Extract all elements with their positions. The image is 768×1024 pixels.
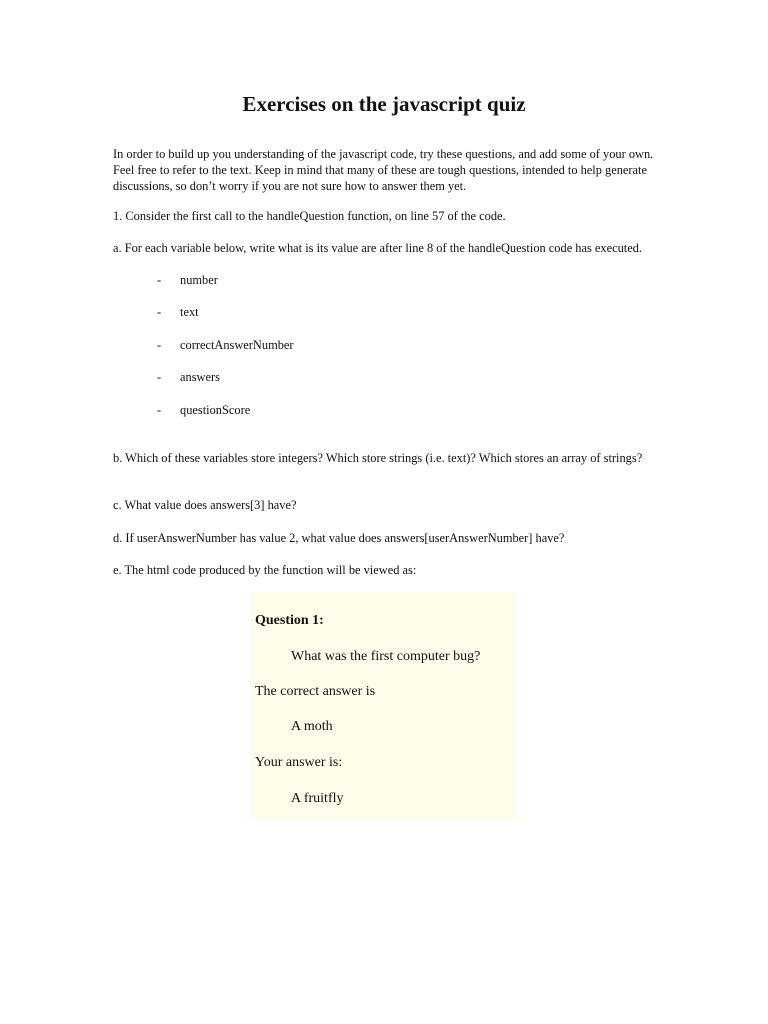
intro-paragraph: In order to build up you understanding of the javascript code, try these questions, and add some of your own. Feel free to refer to the text. Keep in mind that many of these are tough questions, intended to help generate discussions, so don’t worry if you are not sure how to answer them yet. bbox=[113, 147, 654, 193]
variable-name: text bbox=[180, 305, 199, 320]
page-title: Exercises on the javascript quiz bbox=[242, 92, 526, 116]
variable-name: questionScore bbox=[180, 402, 251, 417]
preview-correct-value: A moth bbox=[291, 719, 333, 734]
list-item bbox=[157, 402, 294, 434]
list-dash: - bbox=[157, 273, 162, 287]
list-dash: - bbox=[157, 337, 162, 352]
question-part-c: c. What value does answers[3] have? bbox=[113, 498, 297, 512]
question-1: 1. Consider the first call to the handleQuestion function, on line 57 of the code. bbox=[113, 209, 506, 223]
preview-question-text: What was the first computer bug? bbox=[291, 649, 481, 664]
html-output-preview bbox=[251, 592, 518, 819]
question-part-b: b. Which of these variables store integers? Which store strings (i.e. text)? Which stores an array of strings? bbox=[113, 451, 643, 465]
variable-name: number bbox=[180, 273, 218, 287]
list-item bbox=[157, 272, 294, 304]
question-part-e: e. The html code produced by the function will be viewed as: bbox=[113, 563, 417, 577]
preview-your-value: A fruitfly bbox=[291, 791, 344, 806]
list-item bbox=[157, 369, 294, 401]
variable-name: correctAnswerNumber bbox=[180, 337, 294, 352]
preview-question-label: Question 1: bbox=[255, 613, 324, 628]
preview-your-label: Your answer is: bbox=[255, 755, 343, 770]
preview-correct-label: The correct answer is bbox=[255, 684, 376, 699]
list-dash: - bbox=[157, 370, 162, 385]
list-dash: - bbox=[157, 305, 162, 320]
variable-name: answers bbox=[180, 370, 220, 385]
variable-list bbox=[157, 272, 294, 434]
question-part-a: a. For each variable below, write what is its value are after line 8 of the handleQuestion code has executed. bbox=[113, 241, 643, 255]
list-item bbox=[157, 337, 294, 369]
list-dash: - bbox=[157, 402, 162, 417]
question-part-d: d. If userAnswerNumber has value 2, what value does answers[userAnswerNumber] have? bbox=[113, 531, 565, 545]
list-item bbox=[157, 304, 294, 336]
